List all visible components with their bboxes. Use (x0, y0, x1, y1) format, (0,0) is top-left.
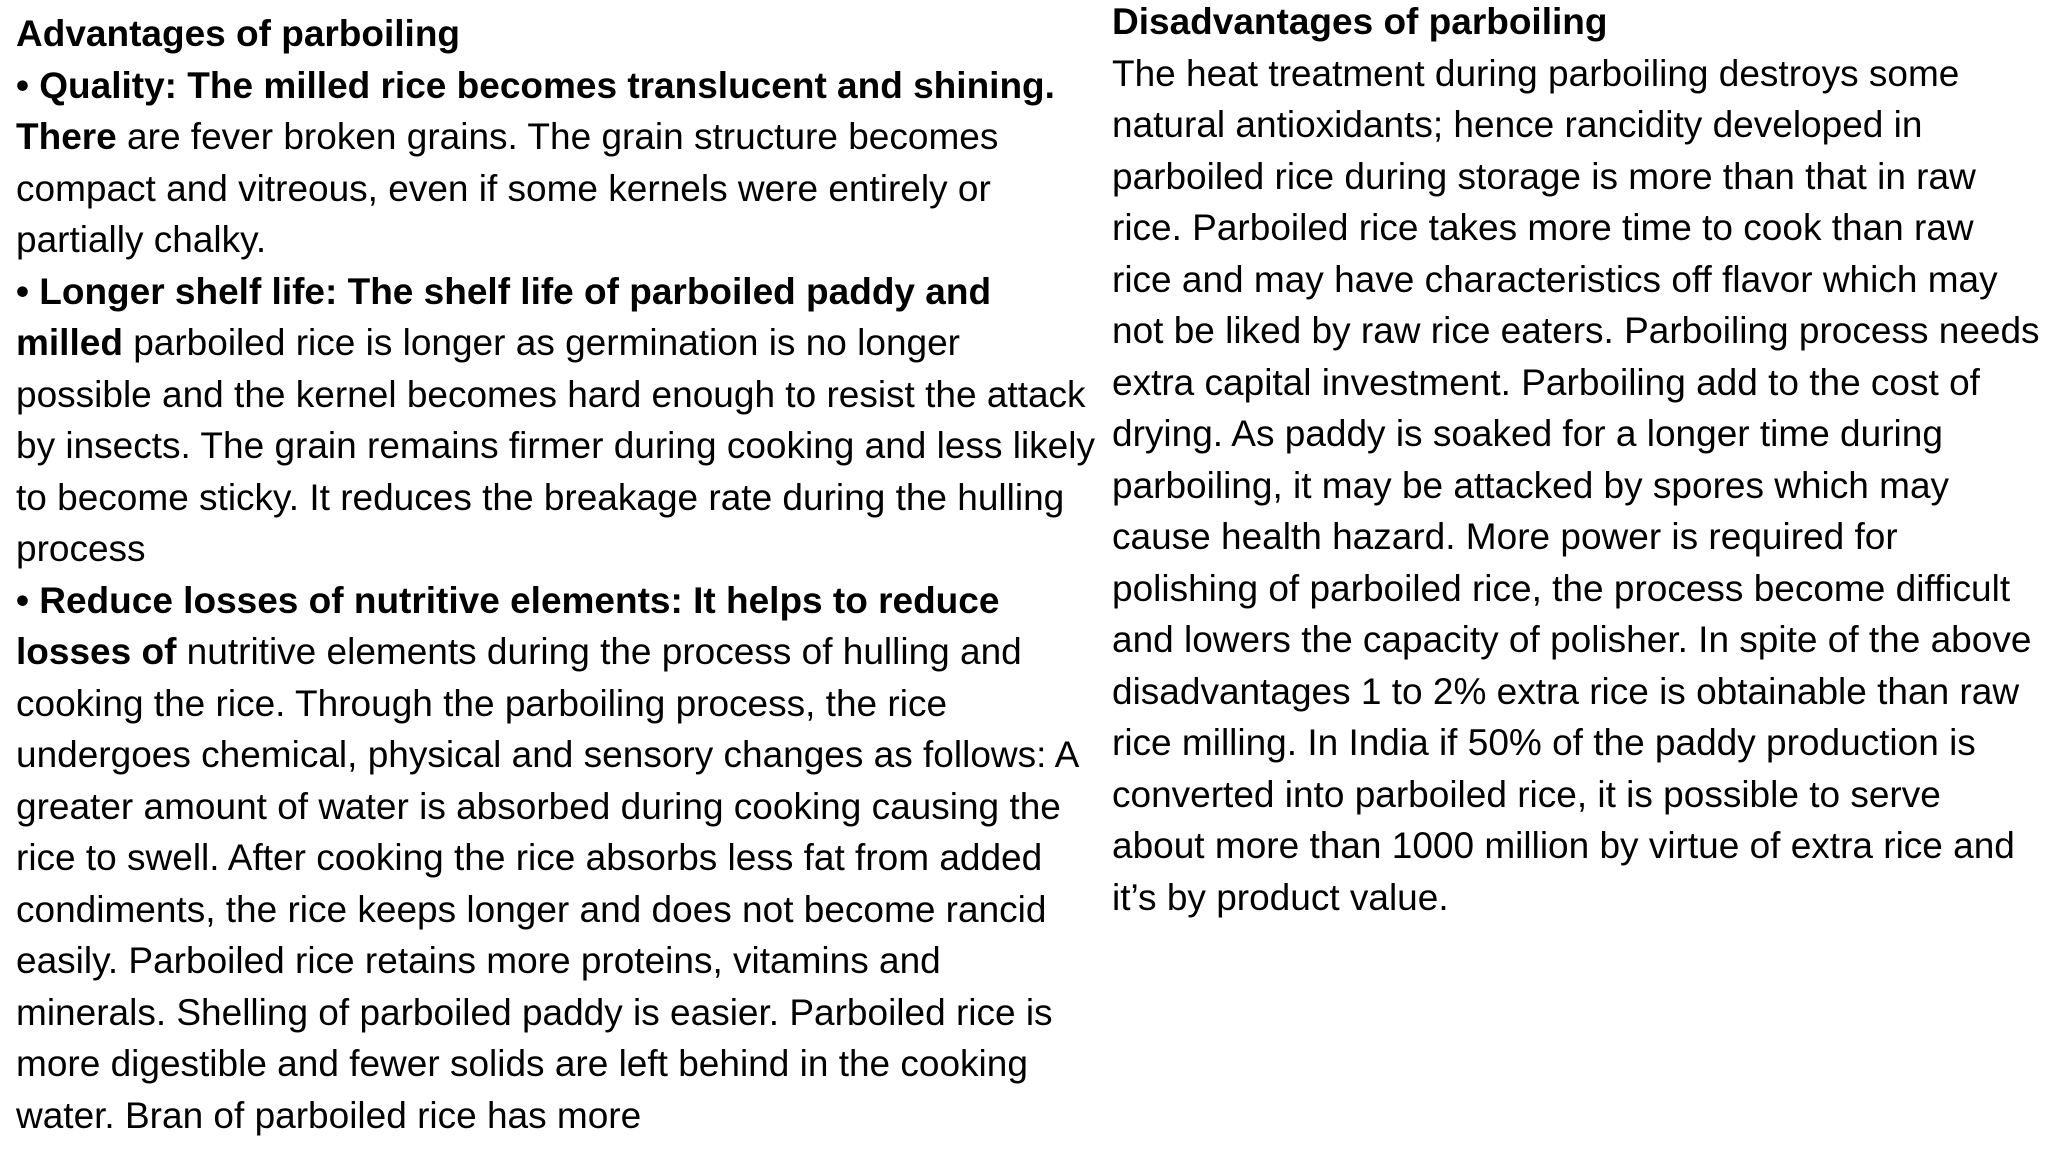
advantages-heading: Advantages of parboiling (16, 13, 461, 54)
advantage-nutritive-text: nutritive elements during the process of hulling and cooking the rice. Through the parboiling process, the rice undergoes chemical, physical and sensory changes as follows: A greater amount of water is absorbed during cooking causing the rice to swell. After cooking the rice absorbs less fat from added condiments, the rice keeps longer and does not become rancid easily. Parboiled rice retains more proteins, vitamins and minerals. Shelling of parboiled paddy is easier. Parboiled rice is more digestible and fewer solids are left behind in the cooking water. Bran of parboiled rice has more (16, 631, 1078, 1136)
advantage-quality (16, 60, 1101, 266)
advantage-nutritive (16, 575, 1101, 1142)
advantage-nutritive-lead: Reduce losses of nutritive elements: It helps to reduce losses of (16, 579, 1000, 672)
advantage-quality-text: are fever broken grains. The grain structure becomes compact and vitreous, even if some kernels were entirely or partially chalky. (16, 116, 999, 260)
bullet-glyph: • (16, 270, 29, 312)
disadvantages-heading: Disadvantages of parboiling (1112, 1, 1608, 42)
bullet-glyph: • (16, 579, 29, 621)
advantage-shelf-life-text: parboiled rice is longer as germination is no longer possible and the kernel becomes hard enough to resist the attack by insects. The grain remains firmer during cooking and less likely to become sticky. It reduces the breakage rate during the hulling process (16, 322, 1095, 569)
advantage-quality-lead: Quality: The milled rice becomes translucent and shining. There (16, 64, 1055, 157)
disadvantages-body: The heat treatment during parboiling destroys some natural antioxidants; hence rancidity developed in parboiled rice during storage is more than that in raw rice. Parboiled rice takes more time to cook than raw rice and may have characteristics off flavor which may not be liked by raw rice eaters. Parboiling process needs extra capital investment. Parboiling add to the cost of drying. As paddy is soaked for a longer time during parboiling, it may be attacked by spores which may cause health hazard. More power is required for polishing of parboiled rice, the process become difficult and lowers the capacity of polisher. In spite of the above disadvantages 1 to 2% extra rice is obtainable than raw rice milling. In India if 50% of the paddy production is converted into parboiled rice, it is possible to serve about more than 1000 million by virtue of extra rice and it’s by product value. (1112, 52, 2040, 918)
advantage-shelf-life (16, 266, 1101, 575)
bullet-glyph: • (16, 64, 29, 106)
advantages-column (16, 8, 1101, 1141)
advantage-shelf-life-lead: Longer shelf life: The shelf life of parboiled paddy and milled (16, 270, 992, 363)
disadvantages-column (1112, 0, 2042, 923)
